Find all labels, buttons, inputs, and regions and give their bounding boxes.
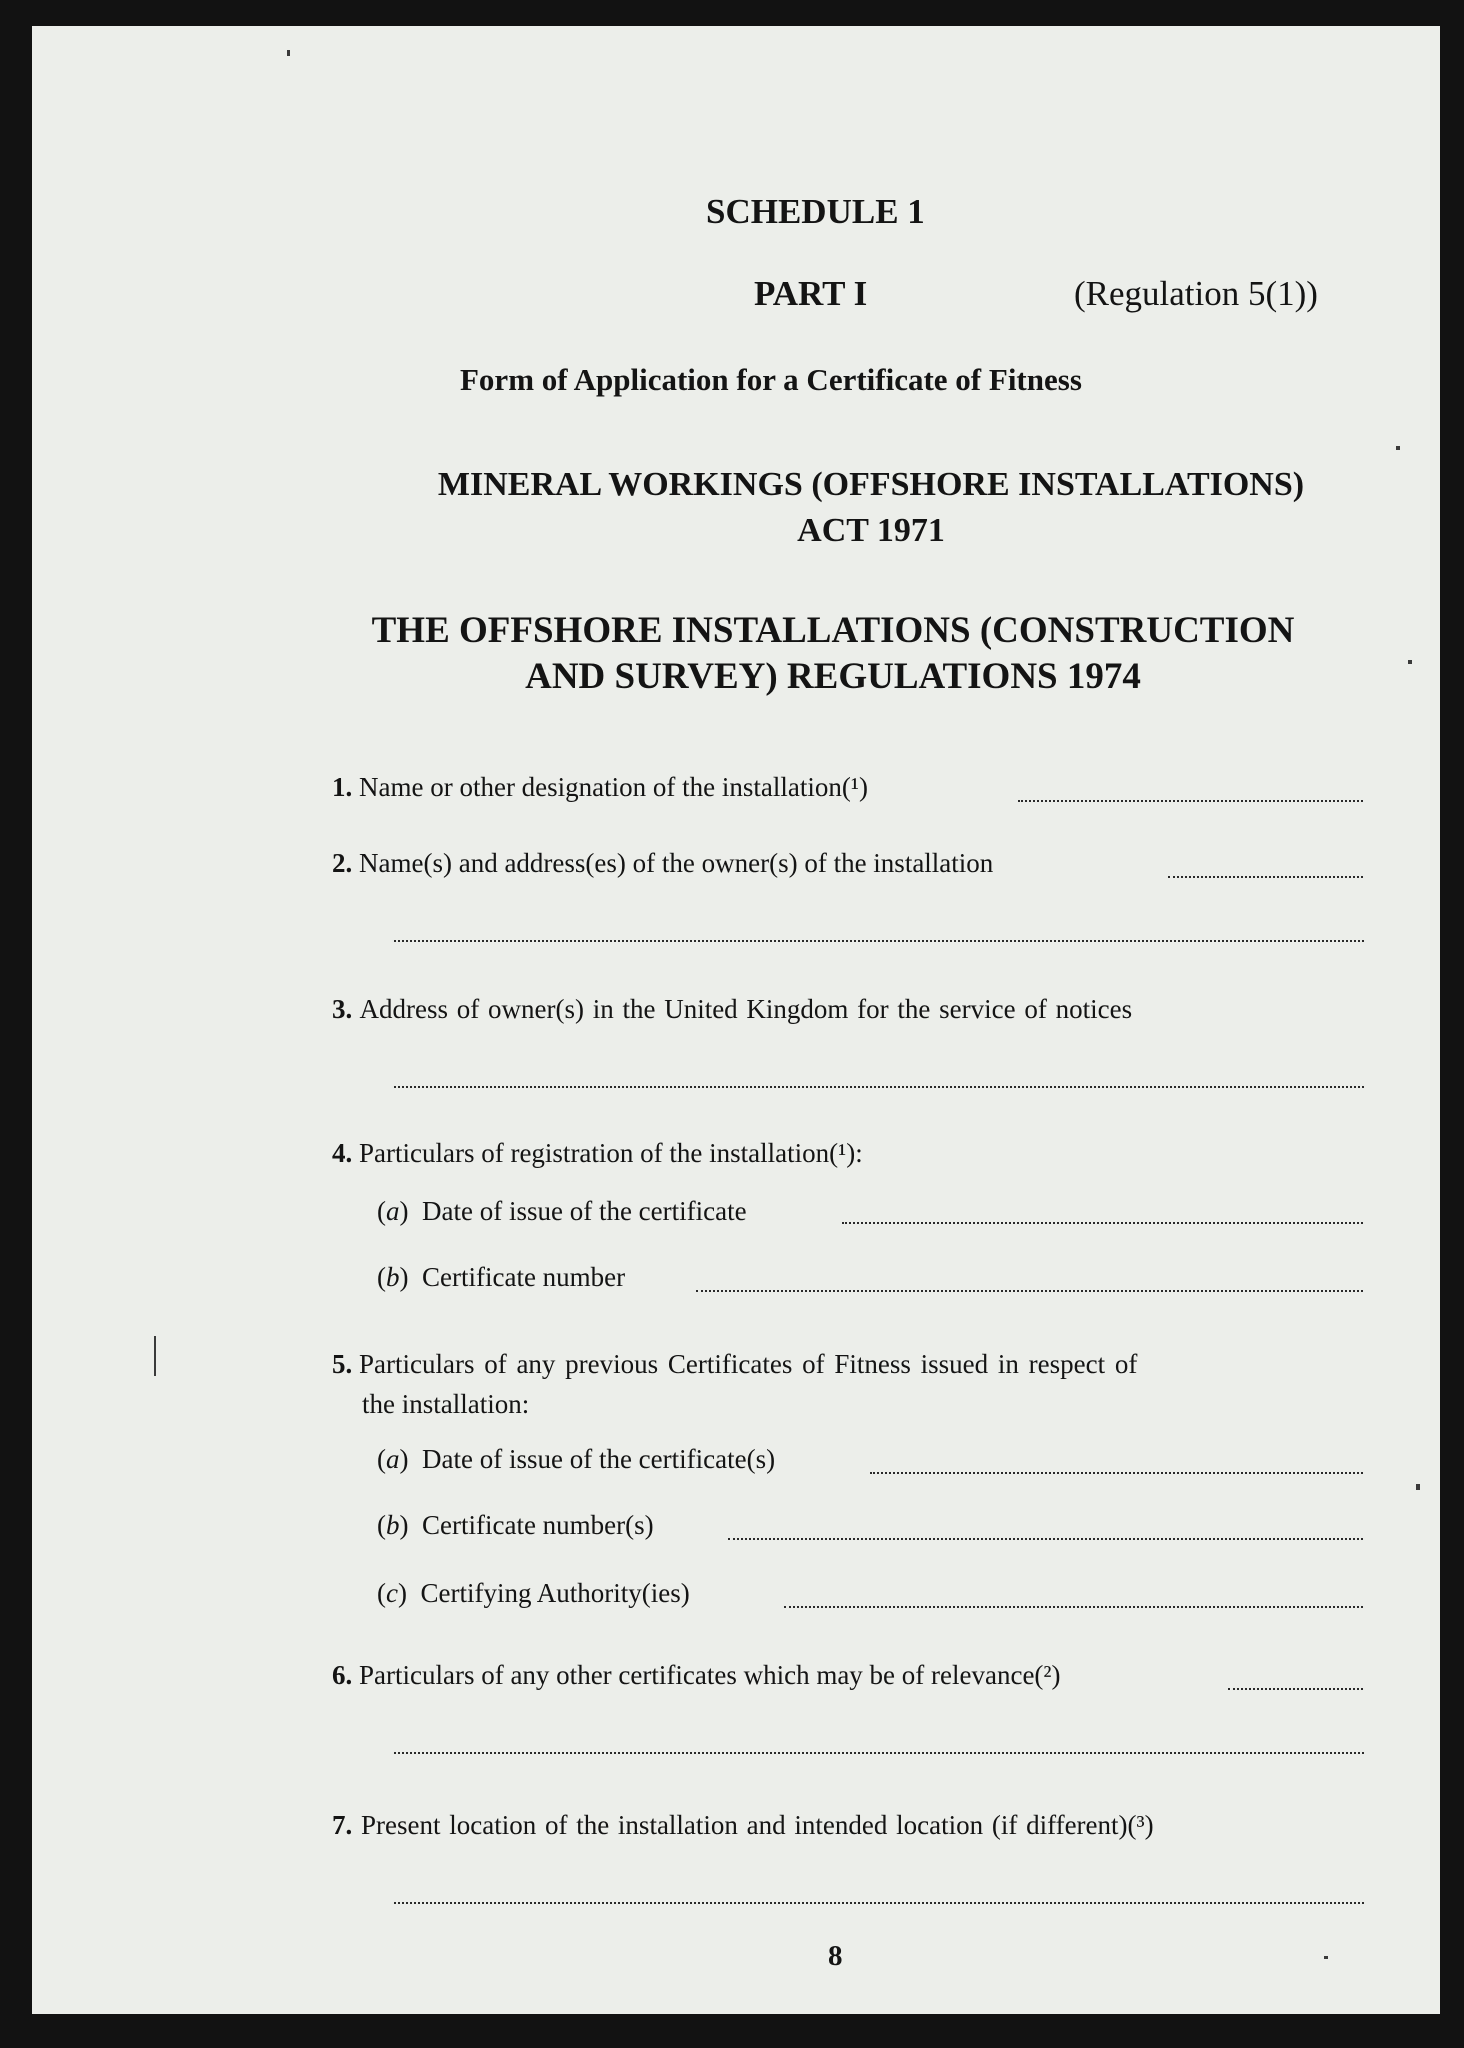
schedule-title: SCHEDULE 1 bbox=[706, 192, 925, 231]
sub-label: (b) bbox=[377, 1262, 409, 1292]
sub-text: Certificate number bbox=[422, 1262, 626, 1292]
item-1 bbox=[332, 772, 868, 803]
scan-mark bbox=[1396, 446, 1400, 450]
item-2-fill-line[interactable] bbox=[1168, 876, 1363, 878]
form-title: Form of Application for a Certificate of Fitness bbox=[460, 362, 1082, 397]
item-6-fill-line-2[interactable] bbox=[394, 1752, 1364, 1754]
item-2-fill-line-2[interactable] bbox=[394, 940, 1364, 942]
sub-text: Certificate number(s) bbox=[422, 1510, 654, 1540]
item-6 bbox=[332, 1660, 1061, 1691]
item-3-fill-line[interactable] bbox=[394, 1086, 1364, 1088]
item-7 bbox=[332, 1810, 1154, 1841]
item-6-fill-line[interactable] bbox=[1228, 1688, 1363, 1690]
item-5b bbox=[377, 1510, 654, 1541]
item-4b-fill-line[interactable] bbox=[696, 1290, 1363, 1292]
regulations-title-line1: THE OFFSHORE INSTALLATIONS (CONSTRUCTION bbox=[371, 610, 1295, 651]
item-5a-fill-line[interactable] bbox=[870, 1472, 1363, 1474]
item-number: 5. bbox=[332, 1349, 353, 1379]
item-label-line1: Particulars of any previous Certificates of Fitness issued in respect of bbox=[359, 1349, 1138, 1379]
item-label: Present location of the installation and intended location (if different)(³) bbox=[361, 1810, 1154, 1840]
item-5a bbox=[377, 1444, 775, 1475]
scan-mark bbox=[154, 1336, 156, 1376]
scan-mark bbox=[1416, 1484, 1420, 1490]
item-label: Address of owner(s) in the United Kingdom for the service of notices bbox=[359, 994, 1133, 1024]
sub-label: (b) bbox=[377, 1510, 409, 1540]
item-4 bbox=[332, 1138, 863, 1169]
item-2 bbox=[332, 848, 993, 879]
document-page bbox=[32, 26, 1440, 2014]
item-number: 1. bbox=[332, 772, 353, 802]
item-4a-fill-line[interactable] bbox=[842, 1222, 1363, 1224]
item-label: Name(s) and address(es) of the owner(s) of the installation bbox=[359, 848, 994, 878]
sub-label: (a) bbox=[377, 1196, 409, 1226]
sub-label: (a) bbox=[377, 1444, 409, 1474]
item-5b-fill-line[interactable] bbox=[728, 1538, 1363, 1540]
sub-text: Date of issue of the certificate(s) bbox=[422, 1444, 776, 1474]
item-label-line2: the installation: bbox=[362, 1389, 530, 1419]
page-number: 8 bbox=[828, 1940, 843, 1972]
item-number: 3. bbox=[332, 994, 353, 1024]
item-4b bbox=[377, 1262, 625, 1293]
item-1-fill-line[interactable] bbox=[1018, 800, 1363, 802]
item-number: 6. bbox=[332, 1660, 353, 1690]
sub-text: Date of issue of the certificate bbox=[422, 1196, 747, 1226]
regulations-title-line2: AND SURVEY) REGULATIONS 1974 bbox=[525, 656, 1141, 697]
regulation-reference: (Regulation 5(1)) bbox=[1074, 274, 1318, 313]
scan-mark bbox=[1408, 660, 1412, 664]
item-5 bbox=[332, 1344, 1364, 1424]
item-5c bbox=[377, 1578, 690, 1609]
act-title-line2: ACT 1971 bbox=[797, 512, 945, 549]
scan-mark bbox=[287, 50, 290, 56]
scan-mark bbox=[1324, 1956, 1328, 1959]
sub-text: Certifying Authority(ies) bbox=[420, 1578, 690, 1608]
item-number: 4. bbox=[332, 1138, 353, 1168]
item-label: Name or other designation of the installation(¹) bbox=[359, 772, 868, 802]
item-number: 7. bbox=[332, 1810, 353, 1840]
item-number: 2. bbox=[332, 848, 353, 878]
sub-label: (c) bbox=[377, 1578, 407, 1608]
part-title: PART I bbox=[754, 274, 868, 313]
regulations-title bbox=[302, 608, 1364, 700]
act-title-line1: MINERAL WORKINGS (OFFSHORE INSTALLATIONS) bbox=[437, 466, 1305, 503]
item-7-fill-line[interactable] bbox=[394, 1902, 1364, 1904]
item-5c-fill-line[interactable] bbox=[784, 1606, 1363, 1608]
item-3 bbox=[332, 994, 1132, 1025]
item-label: Particulars of registration of the installation(¹): bbox=[359, 1138, 863, 1168]
item-label: Particulars of any other certificates which may be of relevance(²) bbox=[359, 1660, 1061, 1690]
act-title bbox=[379, 462, 1363, 554]
item-4a bbox=[377, 1196, 747, 1227]
